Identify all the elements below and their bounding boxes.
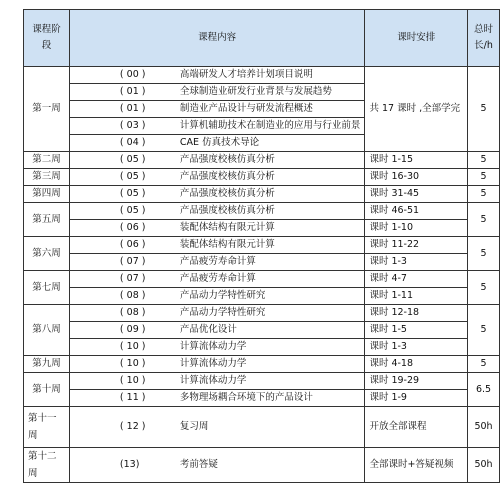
table-row xyxy=(24,271,500,288)
hours-cell: 6.5 xyxy=(468,373,500,407)
table-row xyxy=(24,169,500,186)
course-item xyxy=(120,135,361,151)
schedule-cell: 课时 4-18 xyxy=(365,356,468,373)
schedule-cell: 课时 19-29 xyxy=(365,373,468,390)
week-cell: 第二周 xyxy=(24,152,70,169)
course-name: 产品强度校核仿真分析 xyxy=(179,205,275,216)
hours-cell: 5 xyxy=(468,305,500,356)
course-name: 产品优化设计 xyxy=(179,324,237,335)
table-row xyxy=(24,390,500,407)
course-item xyxy=(120,84,361,100)
week-cell: 第九周 xyxy=(24,356,70,373)
course-code: ( 06 ) xyxy=(119,239,146,250)
content-cell xyxy=(69,448,365,483)
schedule-body xyxy=(24,67,500,483)
header-schedule xyxy=(365,10,468,67)
schedule-cell: 课时 1-11 xyxy=(365,288,468,305)
table-row xyxy=(24,288,500,305)
course-item xyxy=(120,454,361,476)
course-code: ( 08 ) xyxy=(119,307,146,318)
course-item xyxy=(120,305,361,321)
course-name: 产品强度校核仿真分析 xyxy=(179,171,275,182)
table-row xyxy=(24,373,500,390)
course-item xyxy=(120,322,361,338)
header-row xyxy=(24,10,500,67)
course-item xyxy=(120,339,361,355)
schedule-cell: 全部课时+答疑视频 xyxy=(365,448,468,483)
course-name: 装配体结构有限元计算 xyxy=(179,222,275,233)
schedule-cell: 共 17 课时 ,全部学完 xyxy=(365,67,468,152)
course-item xyxy=(120,373,361,389)
course-code: ( 10 ) xyxy=(119,341,146,352)
schedule-cell: 课时 1-5 xyxy=(365,322,468,339)
course-code: ( 05 ) xyxy=(119,205,146,216)
course-item xyxy=(120,118,361,134)
course-name: 考前答疑 xyxy=(179,459,218,470)
course-name: 计算机辅助技术在制造业的应用与行业前景 xyxy=(179,120,361,131)
content-cell xyxy=(69,373,365,390)
course-item xyxy=(120,220,361,236)
table-row xyxy=(24,254,500,271)
hours-cell: 5 xyxy=(468,237,500,271)
course-code: ( 11 ) xyxy=(119,392,146,403)
header-duration-label: 总时长/h xyxy=(474,24,494,51)
course-name: 产品强度校核仿真分析 xyxy=(179,154,275,165)
course-code: (13) xyxy=(119,459,140,470)
table-row xyxy=(24,152,500,169)
week-cell: 第六周 xyxy=(24,237,70,271)
course-item xyxy=(120,254,361,270)
header-content xyxy=(69,10,365,67)
course-item xyxy=(120,288,361,304)
week-cell: 第八周 xyxy=(24,305,70,356)
table-row xyxy=(24,67,500,84)
course-name: 复习周 xyxy=(179,421,209,432)
course-code: ( 05 ) xyxy=(119,171,146,182)
hours-cell: 50h xyxy=(468,448,500,483)
header-stage-label: 课程阶段 xyxy=(32,24,61,51)
schedule-cell: 课时 1-10 xyxy=(365,220,468,237)
course-code: ( 01 ) xyxy=(119,86,146,97)
content-cell xyxy=(69,169,365,186)
schedule-cell: 课时 1-3 xyxy=(365,339,468,356)
schedule-cell: 课时 12-18 xyxy=(365,305,468,322)
course-name: 产品动力学特性研究 xyxy=(179,290,266,301)
course-code: ( 08 ) xyxy=(119,290,146,301)
content-cell xyxy=(69,203,365,220)
course-name: 多物理场耦合环境下的产品设计 xyxy=(179,392,313,403)
course-code: ( 04 ) xyxy=(119,137,146,148)
course-name: 产品动力学特性研究 xyxy=(179,307,266,318)
table-row xyxy=(24,407,500,448)
hours-cell: 50h xyxy=(468,407,500,448)
course-code: ( 09 ) xyxy=(119,324,146,335)
week-cell: 第五周 xyxy=(24,203,70,237)
hours-cell: 5 xyxy=(468,271,500,305)
week-cell: 第四周 xyxy=(24,186,70,203)
week-cell: 第三周 xyxy=(24,169,70,186)
schedule-cell: 开放全部课程 xyxy=(365,407,468,448)
schedule-cell: 课时 1-3 xyxy=(365,254,468,271)
schedule-cell: 课时 4-7 xyxy=(365,271,468,288)
course-item xyxy=(120,152,361,168)
course-code: ( 00 ) xyxy=(119,69,146,80)
hours-cell: 5 xyxy=(468,203,500,237)
course-code: ( 12 ) xyxy=(119,421,146,432)
content-cell xyxy=(69,237,365,254)
table-row xyxy=(24,322,500,339)
header-schedule-label: 课时安排 xyxy=(397,32,436,43)
course-name: 计算流体动力学 xyxy=(179,341,247,352)
hours-cell: 5 xyxy=(468,152,500,169)
header-duration xyxy=(468,10,500,67)
course-item xyxy=(120,67,361,83)
course-item xyxy=(120,101,361,117)
week-cell: 第十一周 xyxy=(24,407,70,448)
content-cell xyxy=(69,101,365,118)
table-row xyxy=(24,339,500,356)
table-row xyxy=(24,220,500,237)
course-name: 高端研发人才培养计划项目说明 xyxy=(179,69,313,80)
course-code: ( 10 ) xyxy=(119,358,146,369)
course-code: ( 03 ) xyxy=(119,120,146,131)
week-cell: 第十二周 xyxy=(24,448,70,483)
table-row xyxy=(24,186,500,203)
content-cell xyxy=(69,390,365,407)
schedule-cell: 课时 11-22 xyxy=(365,237,468,254)
course-code: ( 07 ) xyxy=(119,273,146,284)
cropped-heading-fragment xyxy=(0,0,500,8)
content-cell xyxy=(69,339,365,356)
course-item xyxy=(120,271,361,287)
content-cell xyxy=(69,356,365,373)
table-row xyxy=(24,448,500,483)
course-name: 制造业产品设计与研发流程概述 xyxy=(179,103,313,114)
course-code: ( 01 ) xyxy=(119,103,146,114)
table-row xyxy=(24,305,500,322)
content-cell xyxy=(69,271,365,288)
table-row xyxy=(24,237,500,254)
content-cell xyxy=(69,135,365,152)
course-code: ( 07 ) xyxy=(119,256,146,267)
content-cell xyxy=(69,305,365,322)
content-cell xyxy=(69,220,365,237)
course-item xyxy=(120,186,361,202)
course-name: 计算流体动力学 xyxy=(179,375,247,386)
schedule-cell: 课时 1-9 xyxy=(365,390,468,407)
course-item xyxy=(120,237,361,253)
hours-cell: 5 xyxy=(468,186,500,203)
header-stage xyxy=(24,10,70,67)
course-item xyxy=(120,203,361,219)
course-name: CAE 仿真技术导论 xyxy=(179,137,260,148)
content-cell xyxy=(69,84,365,101)
course-item xyxy=(120,356,361,372)
course-item xyxy=(120,169,361,185)
content-cell xyxy=(69,254,365,271)
course-code: ( 05 ) xyxy=(119,154,146,165)
content-cell xyxy=(69,288,365,305)
course-code: ( 10 ) xyxy=(119,375,146,386)
week-cell: 第十周 xyxy=(24,373,70,407)
course-name: 产品疲劳寿命计算 xyxy=(179,256,256,267)
table-row xyxy=(24,356,500,373)
course-code: ( 05 ) xyxy=(119,188,146,199)
course-item xyxy=(120,390,361,406)
table-row xyxy=(24,203,500,220)
course-name: 全球制造业研发行业背景与发展趋势 xyxy=(179,86,332,97)
week-cell: 第七周 xyxy=(24,271,70,305)
content-cell xyxy=(69,152,365,169)
schedule-cell: 课时 31-45 xyxy=(365,186,468,203)
content-cell xyxy=(69,322,365,339)
course-schedule-table xyxy=(23,9,500,483)
course-name: 产品强度校核仿真分析 xyxy=(179,188,275,199)
hours-cell: 5 xyxy=(468,67,500,152)
content-cell xyxy=(69,67,365,84)
header-content-label: 课程内容 xyxy=(198,32,237,43)
content-cell xyxy=(69,407,365,448)
hours-cell: 5 xyxy=(468,169,500,186)
course-item xyxy=(120,407,361,447)
course-name: 计算流体动力学 xyxy=(179,358,247,369)
content-cell xyxy=(69,118,365,135)
week-cell: 第一周 xyxy=(24,67,70,152)
course-code: ( 06 ) xyxy=(119,222,146,233)
course-name: 产品疲劳寿命计算 xyxy=(179,273,256,284)
course-name: 装配体结构有限元计算 xyxy=(179,239,275,250)
content-cell xyxy=(69,186,365,203)
schedule-cell: 课时 46-51 xyxy=(365,203,468,220)
schedule-cell: 课时 16-30 xyxy=(365,169,468,186)
hours-cell: 5 xyxy=(468,356,500,373)
schedule-cell: 课时 1-15 xyxy=(365,152,468,169)
